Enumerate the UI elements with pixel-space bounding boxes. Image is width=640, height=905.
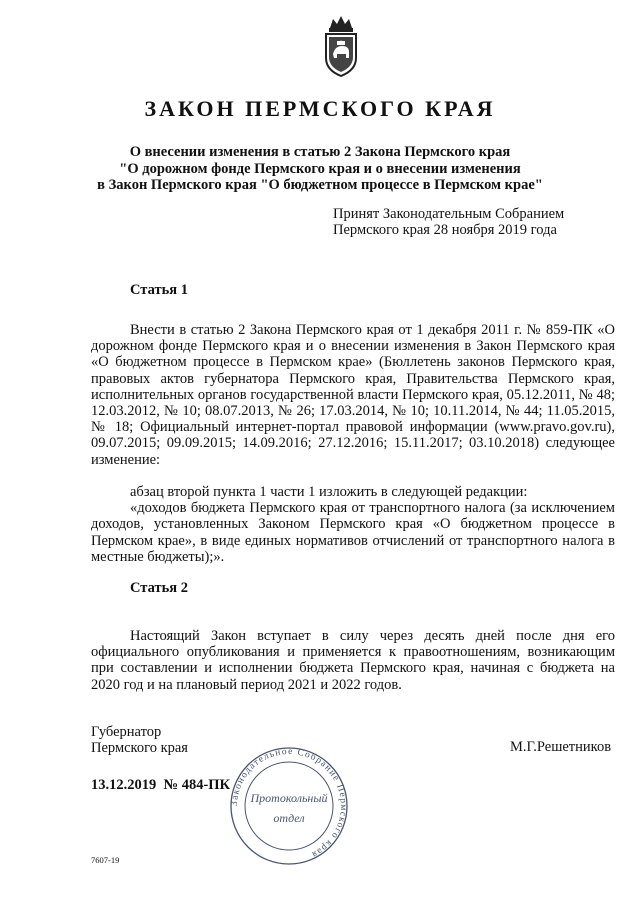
position-line: Губернатор	[91, 724, 162, 740]
stamp-center-line: отдел	[273, 811, 305, 825]
stamp-ring-text: Законодательное Собрание Пермского края	[229, 746, 349, 860]
adoption-note	[333, 206, 564, 238]
subtitle-line: О внесении изменения в статью 2 Закона Пермского края	[129, 144, 511, 160]
adoption-line: Пермского края 28 ноября 2019 года	[333, 222, 557, 238]
signatory-name: М.Г.Решетников	[510, 739, 612, 755]
coat-of-arms-icon	[318, 14, 364, 78]
signatory-position	[91, 724, 188, 756]
position-line: Пермского края	[91, 740, 188, 756]
law-subtitle	[60, 144, 580, 194]
law-title: ЗАКОН ПЕРМСКОГО КРАЯ	[144, 96, 496, 121]
amendment-intro: абзац второй пункта 1 части 1 изложить в следующей редакции:	[130, 484, 528, 500]
protocol-stamp	[214, 746, 364, 866]
subtitle-line: в Закон Пермского края "О бюджетном процессе в Пермском крае"	[97, 177, 543, 193]
law-date-number: 13.12.2019 № 484-ПК	[91, 777, 231, 793]
amendment-text: «доходов бюджета Пермского края от транспортного налога (за исключением доходов, установленных Законом Пермского края «О бюджетном процессе в Пермском крае», в виде единых нормативов отчислений от транспортного налога в местные бюджеты);».	[91, 500, 615, 565]
document-code: 7607-19	[91, 855, 120, 865]
article-1-amendment	[91, 484, 615, 565]
stamp-center-line: Протокольный	[250, 791, 328, 805]
adoption-line: Принят Законодательным Собранием	[333, 206, 565, 222]
article-2-heading: Статья 2	[130, 580, 188, 596]
article-1-paragraph: Внести в статью 2 Закона Пермского края от 1 декабря 2011 г. № 859-ПК «О дорожном фонде Пермского края и о внесении изменения в Закон Пермского края «О бюджетном процессе в Пермском крае» (Бюллетень законов Пермского края, правовых актов губернатора Пермского края, Правительства Пермского края, исполнительных органов государственной власти Пермского края, 05.12.2011, № 48; 12.03.2012, № 10; 08.07.2013, № 26; 17.03.2014, № 10; 10.11.2014, № 44; 11.05.2015, № 18; Официальный интернет-портал правовой информации (www.pravo.gov.ru), 09.07.2015; 09.09.2015; 14.09.2016; 27.12.2016; 15.11.2017; 03.10.2018) следующее изменение:	[91, 322, 615, 468]
subtitle-line: "О дорожном фонде Пермского края и о внесении изменения	[119, 160, 521, 177]
article-2-paragraph: Настоящий Закон вступает в силу через десять дней после дня его официального опубликования и применяется к правоотношениям, возникающим при составлении и исполнении бюджета Пермского края, начиная с бюджета на 2020 год и на плановый период 2021 и 2022 годов.	[91, 628, 615, 693]
article-1-heading: Статья 1	[130, 282, 188, 298]
